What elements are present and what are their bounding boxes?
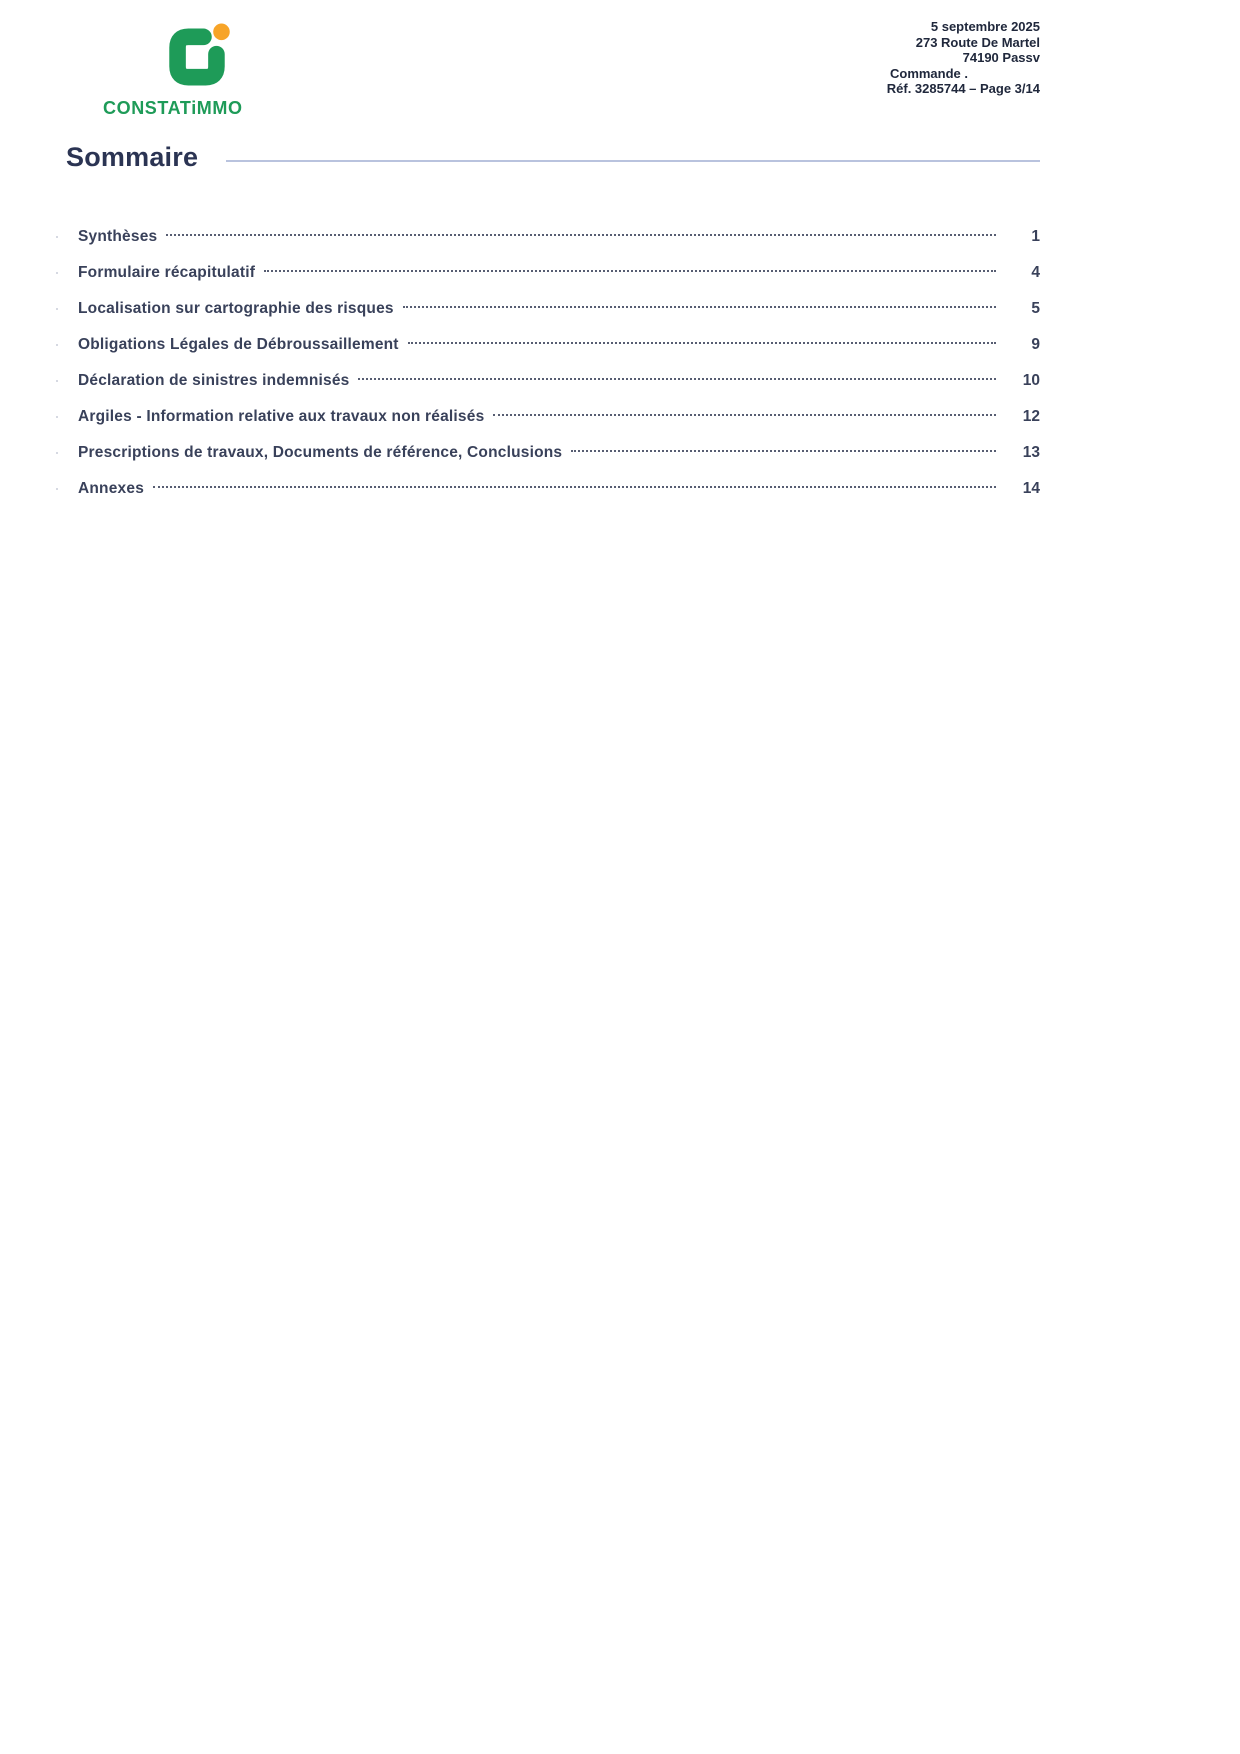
dotted-leader <box>571 450 996 452</box>
header-line: Commande . <box>889 65 968 81</box>
toc-page-number: 9 <box>1031 336 1040 353</box>
toc-row[interactable] <box>56 471 1040 507</box>
leader-start-dot <box>56 452 58 454</box>
toc-entry-label: Formulaire récapitulatif <box>78 264 256 281</box>
page-header <box>66 18 1040 119</box>
toc-entry-label: Déclaration de sinistres indemnisés <box>78 372 350 389</box>
leader-start-dot <box>56 236 58 238</box>
page-title: Sommaire <box>66 142 199 172</box>
toc-page-number: 12 <box>1022 408 1040 425</box>
dotted-leader <box>408 342 996 344</box>
header-address-block <box>887 18 1040 97</box>
toc-row[interactable] <box>56 255 1040 291</box>
dotted-leader <box>153 486 996 488</box>
toc-row[interactable] <box>56 435 1040 471</box>
toc-page-number: 5 <box>1031 300 1040 317</box>
toc-row[interactable] <box>56 291 1040 327</box>
header-line: 5 septembre 2025 <box>930 19 1040 34</box>
leader-start-dot <box>56 344 58 346</box>
toc-row[interactable] <box>56 399 1040 435</box>
logo-c-shape <box>178 37 217 77</box>
toc-page-number: 1 <box>1031 228 1040 245</box>
constatimmo-logo-icon <box>161 20 233 94</box>
toc-entry-label: Localisation sur cartographie des risques <box>78 300 394 317</box>
brand-wordmark: CONSTATiMMO <box>103 98 243 118</box>
dotted-leader <box>403 306 996 308</box>
dotted-leader <box>358 378 996 380</box>
leader-start-dot <box>56 380 58 382</box>
table-of-contents <box>56 219 1040 507</box>
toc-page-number: 13 <box>1022 444 1040 461</box>
leader-start-dot <box>56 308 58 310</box>
toc-page-number: 14 <box>1022 480 1040 497</box>
brand-logo <box>103 18 243 119</box>
toc-row[interactable] <box>56 219 1040 255</box>
title-row <box>66 142 1040 173</box>
dotted-leader <box>493 414 996 416</box>
toc-entry-label: Annexes <box>78 480 145 497</box>
toc-entry-label: Argiles - Information relative aux travaux non réalisés <box>78 408 485 425</box>
toc-row[interactable] <box>56 363 1040 399</box>
leader-start-dot <box>56 416 58 418</box>
logo-orange-dot <box>213 24 230 41</box>
toc-entry-label: Obligations Légales de Débroussaillement <box>78 336 399 353</box>
dotted-leader <box>264 270 996 272</box>
title-divider-line <box>226 160 1040 162</box>
header-line: 273 Route De Martel <box>915 34 1040 50</box>
toc-row[interactable] <box>56 327 1040 363</box>
toc-entry-label: Prescriptions de travaux, Documents de référence, Conclusions <box>78 444 563 461</box>
toc-entry-label: Synthèses <box>78 228 158 245</box>
leader-start-dot <box>56 272 58 274</box>
header-line: Réf. 3285744 – Page 3/14 <box>886 81 1040 96</box>
leader-start-dot <box>56 488 58 490</box>
toc-page-number: 10 <box>1022 372 1040 389</box>
dotted-leader <box>166 234 996 236</box>
header-line: 74190 Passv <box>962 50 1040 65</box>
toc-page-number: 4 <box>1031 264 1040 281</box>
